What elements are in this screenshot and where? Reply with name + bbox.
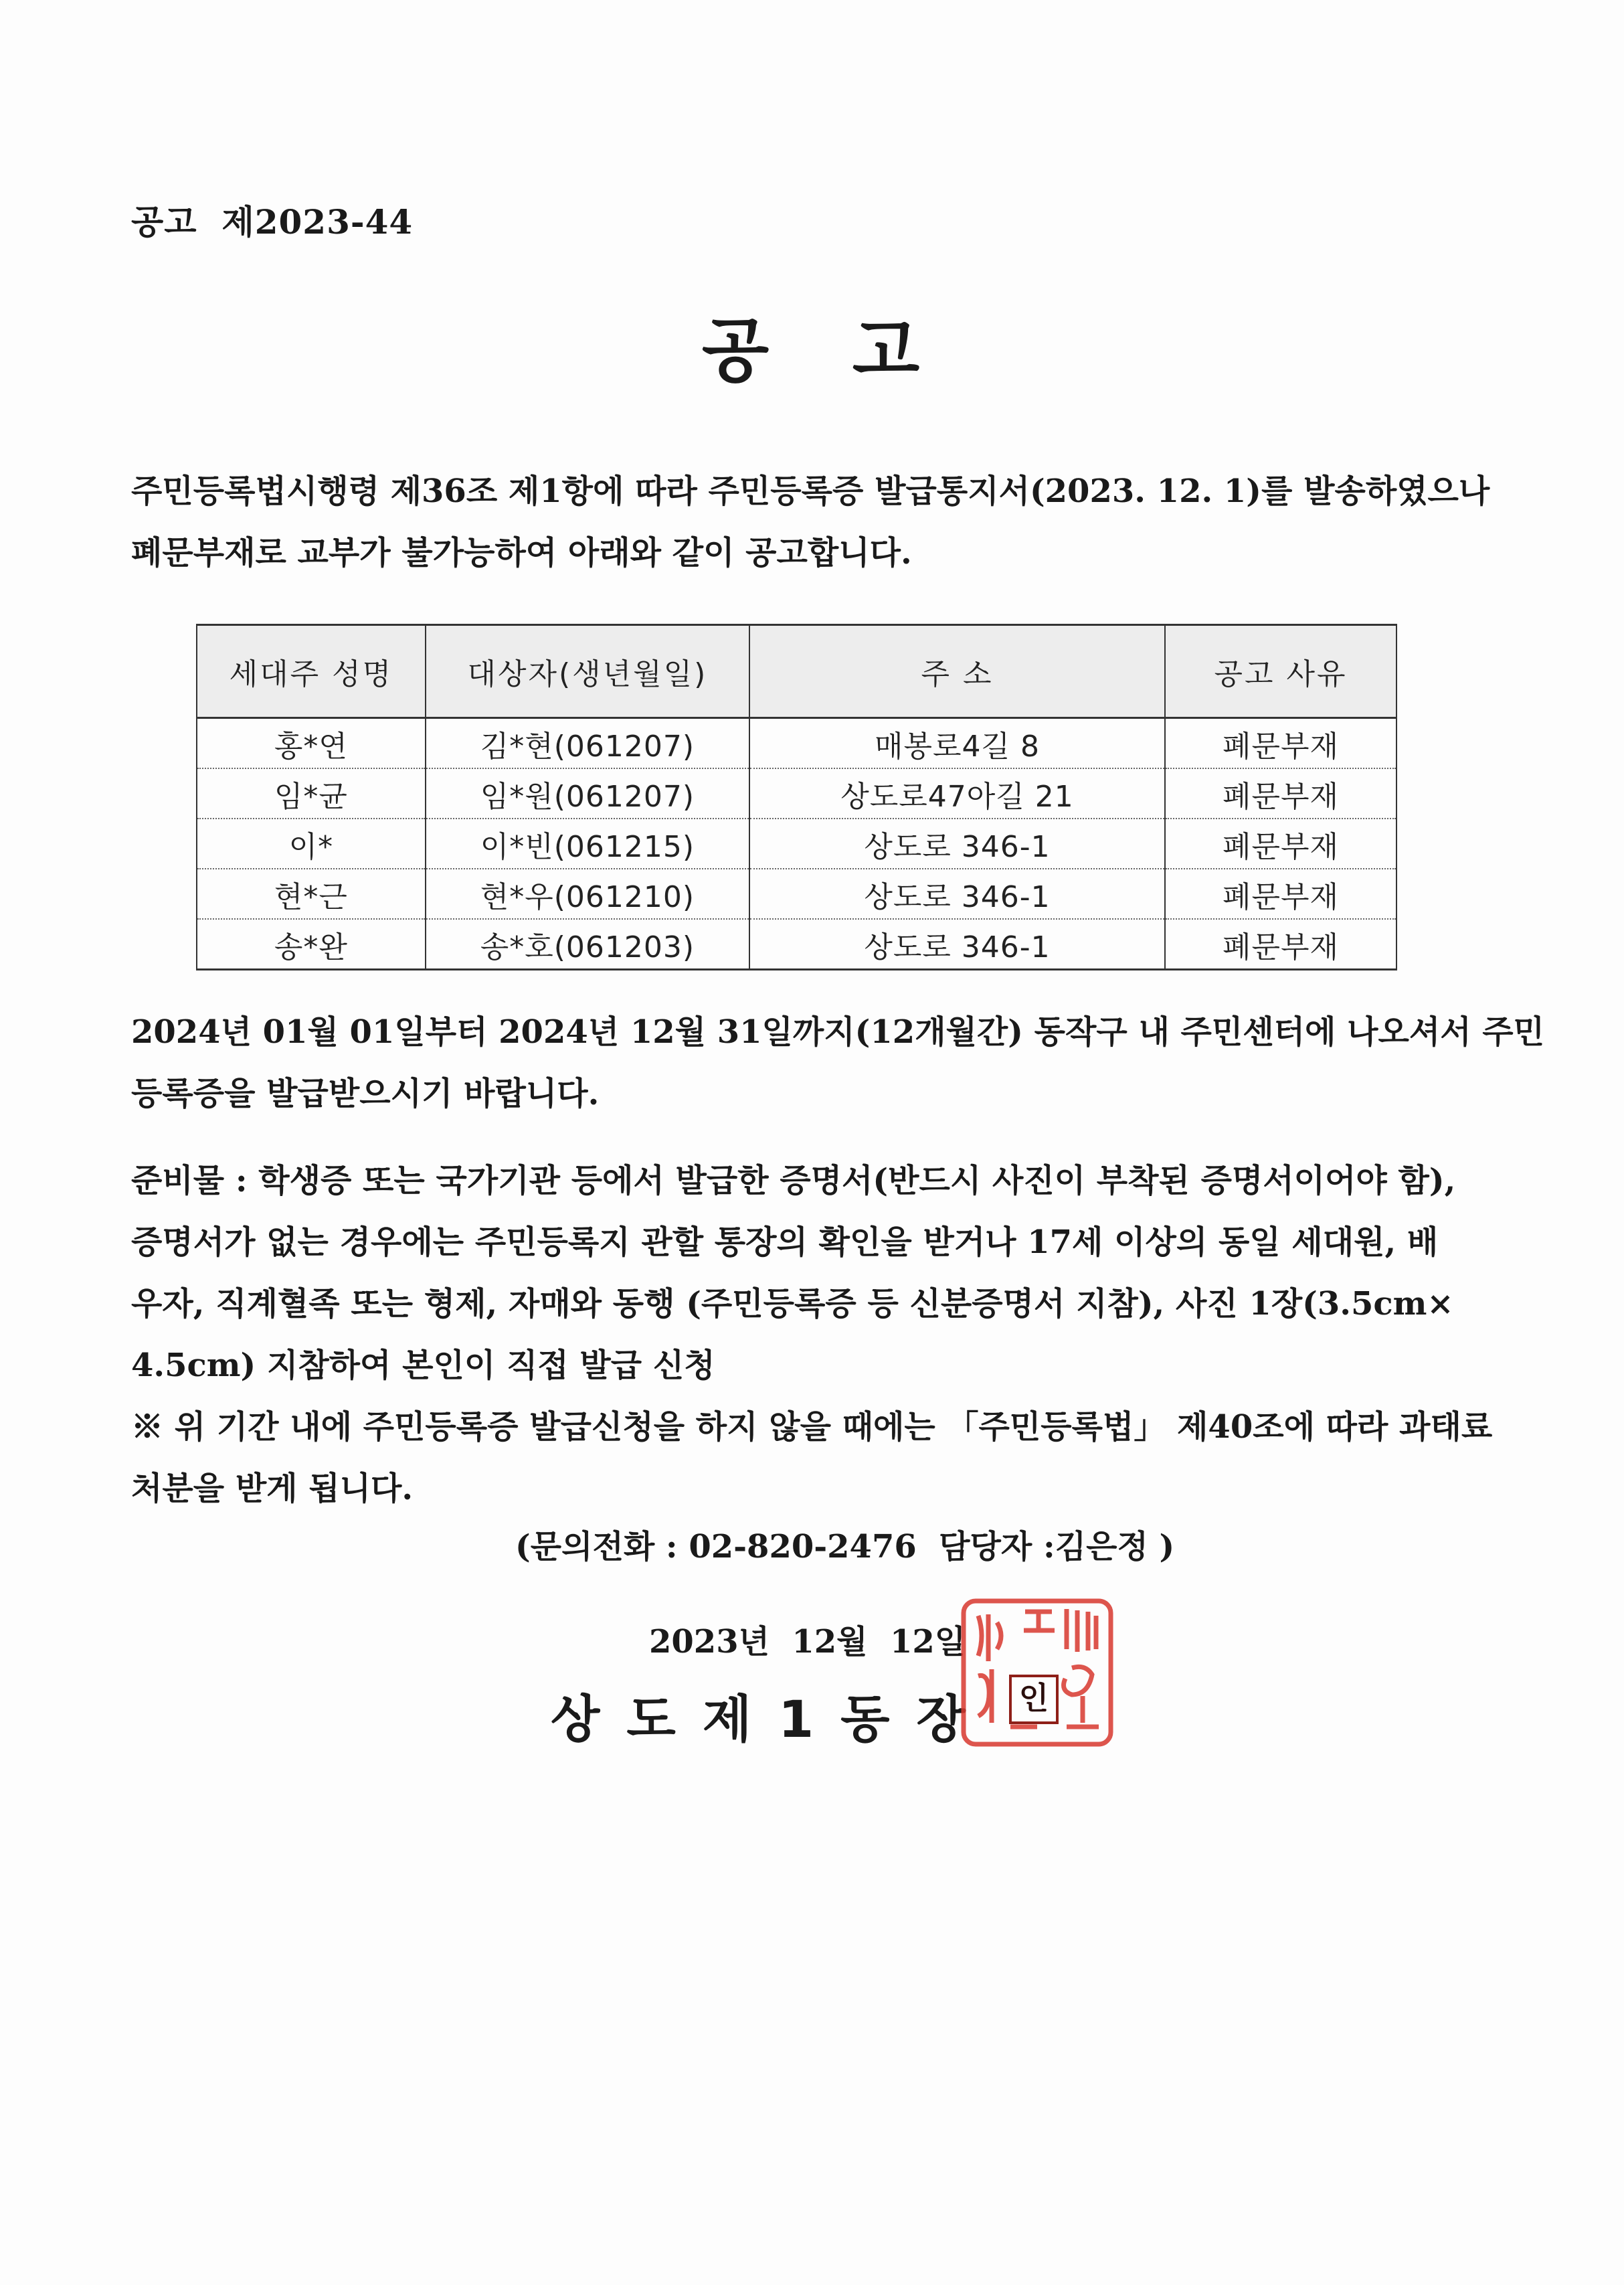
- preparation-paragraph: [131, 1150, 1493, 1519]
- recipient-cell: 현*우(061210): [426, 869, 749, 919]
- reason-cell: 폐문부재: [1165, 718, 1396, 769]
- preparation-line: 우자, 직계혈족 또는 형제, 자매와 동행 (주민등록증 등 신분증명서 지참), 사진 1장(3.5cm×: [131, 1285, 1454, 1323]
- period-line: 등록증을 발급받으시기 바랍니다.: [131, 1075, 600, 1112]
- table-header-row: [197, 625, 1396, 718]
- official-seal-icon: [958, 1596, 1116, 1750]
- householder-cell: 홍*연: [197, 718, 426, 769]
- issuer-signature: 상도제1동장: [551, 1689, 992, 1749]
- intro-paragraph: [131, 460, 1490, 584]
- address-cell: 매봉로4길 8: [749, 718, 1165, 769]
- period-paragraph: [131, 1001, 1545, 1124]
- header-reason: 공고 사유: [1165, 625, 1396, 718]
- table-row: [197, 919, 1396, 970]
- page-title: 공 고: [701, 310, 923, 392]
- notice-number: 공고 제2023-44: [131, 202, 414, 242]
- reason-cell: 폐문부재: [1165, 869, 1396, 919]
- penalty-notice-line: ※ 위 기간 내에 주민등록증 발급신청을 하지 않을 때에는 「주민등록법」 제40조에 따라 과태료: [131, 1408, 1493, 1446]
- householder-cell: 송*완: [197, 919, 426, 970]
- recipient-cell: 이*빈(061215): [426, 819, 749, 869]
- reason-cell: 폐문부재: [1165, 919, 1396, 970]
- recipient-cell: 송*호(061203): [426, 919, 749, 970]
- table-row: [197, 869, 1396, 919]
- period-line: 2024년 01월 01일부터 2024년 12월 31일까지(12개월간) 동작구 내 주민센터에 나오셔서 주민: [131, 1013, 1545, 1051]
- penalty-notice-line: 처분을 받게 됩니다.: [131, 1470, 414, 1507]
- address-cell: 상도로47아길 21: [749, 768, 1165, 819]
- header-householder: 세대주 성명: [197, 625, 426, 718]
- preparation-line: 증명서가 없는 경우에는 주민등록지 관할 통장의 확인을 받거나 17세 이상의 동일 세대원, 배: [131, 1223, 1439, 1261]
- contact-info: (문의전화 : 02-820-2476 담당자 :김은정 ): [515, 1528, 1175, 1565]
- intro-line: 주민등록법시행령 제36조 제1항에 따라 주민등록증 발급통지서(2023. 12. 1)를 발송하였으나: [131, 473, 1490, 510]
- householder-cell: 현*근: [197, 869, 426, 919]
- issue-date: 2023년 12월 12일: [649, 1623, 966, 1661]
- intro-line: 폐문부재로 교부가 불가능하여 아래와 같이 공고합니다.: [131, 534, 912, 572]
- table-row: [197, 718, 1396, 769]
- householder-cell: 임*균: [197, 768, 426, 819]
- reason-cell: 폐문부재: [1165, 768, 1396, 819]
- address-cell: 상도로 346-1: [749, 919, 1165, 970]
- table-row: [197, 819, 1396, 869]
- seal-mark-text: 인: [1018, 1680, 1049, 1716]
- header-recipient: 대상자(생년월일): [426, 625, 749, 718]
- header-address: 주 소: [749, 625, 1165, 718]
- householder-cell: 이*: [197, 819, 426, 869]
- recipient-cell: 임*원(061207): [426, 768, 749, 819]
- table-row: [197, 768, 1396, 819]
- reason-cell: 폐문부재: [1165, 819, 1396, 869]
- address-cell: 상도로 346-1: [749, 819, 1165, 869]
- address-cell: 상도로 346-1: [749, 869, 1165, 919]
- preparation-line: 4.5cm) 지참하여 본인이 직접 발급 신청: [131, 1347, 715, 1384]
- recipient-cell: 김*현(061207): [426, 718, 749, 769]
- preparation-line: 준비물 : 학생증 또는 국가기관 등에서 발급한 증명서(반드시 사진이 부착된 증명서이어야 함),: [131, 1162, 1456, 1199]
- recipients-table: [196, 624, 1397, 970]
